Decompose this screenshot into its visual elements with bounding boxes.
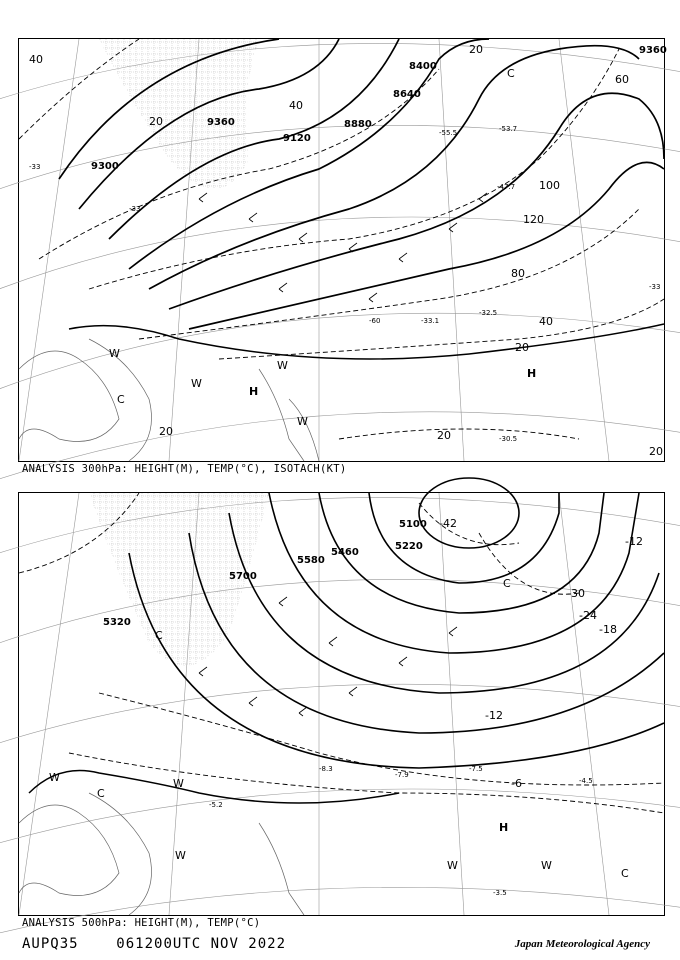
temp-label: -33: [29, 163, 41, 171]
analysis-300hpa-map: [18, 38, 665, 462]
warm-center-marker: W: [109, 347, 120, 360]
high-center-marker: H: [499, 821, 509, 834]
wind-barbs-300: [199, 193, 487, 302]
cold-center-marker: C: [155, 629, 163, 642]
isotach-label: 60: [615, 73, 629, 86]
cold-center-marker: C: [507, 67, 515, 80]
temp-label: -12: [625, 535, 643, 548]
chart-identifier: [22, 936, 286, 952]
temp-label: -5.2: [209, 801, 223, 809]
high-center-marker: H: [527, 367, 537, 380]
coastline-500: [19, 793, 304, 915]
height-label: 9120: [283, 133, 311, 144]
cold-center-marker: C: [621, 867, 629, 880]
caption-500hpa: ANALYSIS 500hPa: HEIGHT(M), TEMP(°C): [22, 917, 261, 929]
height-label: 5100: [399, 519, 427, 530]
graticule-500: [0, 493, 680, 933]
warm-center-marker: W: [297, 415, 308, 428]
height-label: 5320: [103, 617, 131, 628]
isotach-label: 20: [159, 425, 173, 438]
isotach-label: 40: [289, 99, 303, 112]
isotach-label: 20: [149, 115, 163, 128]
isotach-lines-300: [19, 39, 664, 439]
temp-label: -55.5: [439, 129, 458, 137]
cold-center-marker: C: [97, 787, 105, 800]
map-300hpa-canvas: [19, 39, 667, 461]
cold-center-marker: C: [503, 577, 511, 590]
temp-label: -47.7: [497, 183, 516, 191]
isotach-label: 40: [29, 53, 43, 66]
analysis-500hpa-map: [18, 492, 665, 916]
warm-center-marker: W: [277, 359, 288, 372]
temp-label: -42: [439, 517, 457, 530]
isotach-label: 20: [437, 429, 451, 442]
temp-label: -30.5: [499, 435, 518, 443]
caption-300hpa: ANALYSIS 300hPa: HEIGHT(M), TEMP(°C), ISOTACH(KT): [22, 463, 347, 475]
temp-label: -4.5: [579, 777, 593, 785]
map-500hpa-canvas: [19, 493, 664, 915]
temp-label: -33: [649, 283, 661, 291]
temp-label: -3.5: [493, 889, 507, 897]
isotach-label: 100: [539, 179, 560, 192]
wind-barbs-500: [199, 597, 457, 716]
height-label: 5580: [297, 555, 325, 566]
isotach-label: 40: [539, 315, 553, 328]
height-label: 9300: [91, 161, 119, 172]
coastline-300: [19, 339, 319, 461]
temp-label: -60: [369, 317, 381, 325]
cold-center-marker: C: [117, 393, 125, 406]
height-label: 5700: [229, 571, 257, 582]
valid-time: 061200UTC NOV 2022: [116, 936, 287, 952]
temp-label: -7.5: [469, 765, 483, 773]
temp-label: -8.3: [319, 765, 333, 773]
warm-center-marker: W: [173, 777, 184, 790]
chart-code: AUPQ35: [22, 936, 79, 952]
isotach-label: 20: [649, 445, 663, 458]
warm-center-marker: W: [191, 377, 202, 390]
height-label: 8400: [409, 61, 437, 72]
temp-label: -33.1: [421, 317, 440, 325]
height-label: 9360: [207, 117, 235, 128]
high-center-marker: H: [249, 385, 259, 398]
warm-center-marker: W: [175, 849, 186, 862]
temp-label: -6: [511, 777, 522, 790]
height-label: 8640: [393, 89, 421, 100]
pressure-centers-500: [49, 577, 629, 880]
temp-label: -24: [579, 609, 597, 622]
temp-label: -7.9: [395, 771, 409, 779]
isotach-label: 120: [523, 213, 544, 226]
isotach-label: 80: [511, 267, 525, 280]
warm-center-marker: W: [447, 859, 458, 872]
height-label: 8880: [344, 119, 372, 130]
temp-label: -18: [599, 623, 617, 636]
height-label: 9360: [639, 45, 667, 56]
temp-label: -32.5: [479, 309, 498, 317]
warm-center-marker: W: [49, 771, 60, 784]
warm-center-marker: W: [541, 859, 552, 872]
isotach-label: 20: [469, 43, 483, 56]
temp-label: -30: [567, 587, 585, 600]
isotach-label: 20: [515, 341, 529, 354]
agency-credit: Japan Meteorological Agency: [514, 938, 650, 950]
height-label: 5460: [331, 547, 359, 558]
temp-label: -33: [129, 205, 141, 213]
temp-label: -12: [485, 709, 503, 722]
height-label: 5220: [395, 541, 423, 552]
temp-label: -53.7: [499, 125, 518, 133]
